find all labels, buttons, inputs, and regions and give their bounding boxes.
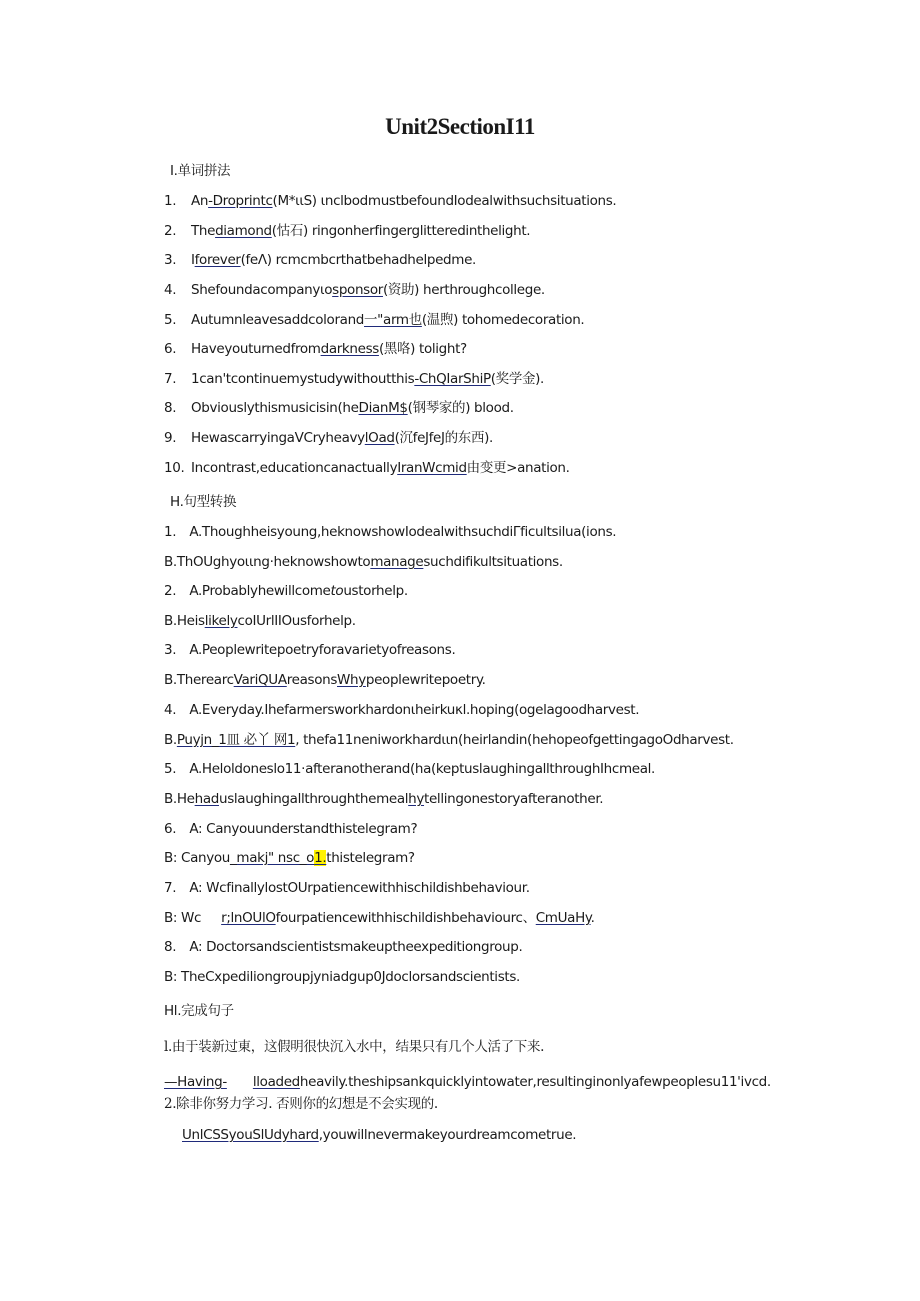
line-text: B: Wc	[164, 910, 202, 926]
answer-text: -ChQIarShiP	[414, 371, 491, 387]
answer-text: VariQUA	[233, 672, 287, 688]
part2-line-14	[164, 909, 595, 927]
part1-item	[164, 311, 584, 329]
italic-text: to	[330, 583, 344, 599]
line-text: peoplewritepoetry.	[365, 672, 486, 688]
line-text: tellingonestoryafteranother.	[424, 791, 604, 807]
item-number: 4.	[164, 282, 177, 298]
item-text: (钢琴家的) blood.	[407, 400, 514, 416]
item-text: Haveyouturnedfrom	[191, 341, 321, 357]
line-text: suchdifikultsituations.	[423, 554, 563, 570]
part1-item	[164, 281, 545, 299]
item-text: 由变更>anation.	[466, 460, 570, 476]
answer-text: —Having-	[164, 1074, 227, 1090]
answer-text: had	[194, 791, 219, 807]
line-text: reasons	[286, 672, 337, 688]
part2-line-16: B: TheCxpediliongroupjyniadgup0Jdoclorsandscientists.	[164, 969, 520, 985]
part1-item	[164, 429, 493, 447]
part2-line-2	[164, 553, 563, 571]
answer-text: diamond	[215, 223, 272, 239]
answer-text: lloaded	[252, 1074, 300, 1090]
part1-item	[164, 222, 530, 240]
item-number: 8.	[164, 400, 177, 416]
line-text: B.Therearc	[164, 672, 234, 688]
answer-text: DianM$	[358, 400, 408, 416]
part1-item	[164, 459, 570, 477]
answer-text: hy	[408, 791, 425, 807]
line-text: ustorhelp.	[343, 583, 408, 599]
part2-line-6	[164, 671, 486, 689]
answer-text: r;lnOUlO	[221, 910, 276, 926]
part2-line-4	[164, 612, 356, 630]
part2-line-5: 3. A.Peoplewritepoetryforavarietyofreasons.	[164, 642, 456, 658]
item-text: (feΛ) rcmcmbcrthatbehadhelpedme.	[240, 252, 476, 268]
line-text: B.	[164, 732, 177, 748]
answer-text: 一"arm也	[364, 312, 422, 328]
item-text: The	[191, 223, 216, 239]
line-text: B.He	[164, 791, 195, 807]
answer-text: lOad	[364, 430, 395, 446]
part2-line-8	[164, 731, 734, 749]
answer-text: forever	[194, 252, 241, 268]
part2-line-10	[164, 790, 603, 808]
item-text: (M*ιιS) ιnclbodmustbefoundIodealwithsuchsituations.	[272, 193, 617, 209]
item-number: 9.	[164, 430, 177, 446]
answer-text: manage	[370, 554, 424, 570]
part2-line-3	[164, 582, 408, 600]
answer-sentence-2	[182, 1126, 576, 1144]
item-text: Autumnleavesaddcolorand	[191, 312, 365, 328]
highlighted-text: 1.	[314, 850, 327, 866]
item-number: 7.	[164, 371, 177, 387]
answer-text: CmUaHy	[535, 910, 591, 926]
part1-item	[164, 399, 514, 417]
line-text: heavily.theshipsankquicklyintowater,resultinginonlyafewpeoplesu11'ivcd.	[299, 1074, 771, 1090]
line-text: , thefa11neniworkhardιιn(heirlandin(hehopeofgettingagoOdharvest.	[295, 732, 734, 748]
answer-sentence-1	[164, 1073, 771, 1091]
part1-item	[164, 251, 476, 269]
page-title: Unit2SectionI11	[385, 114, 535, 139]
part2-line-15: 8. A: Doctorsandscientistsmakeuptheexpeditiongroup.	[164, 939, 523, 955]
answer-text: IranWcmid	[397, 460, 467, 476]
section-heading-2: H.句型转换	[170, 494, 237, 510]
line-text: coIUrlIIOusforhelp.	[237, 613, 356, 629]
part2-line-11: 6. A: Canyouunderstandthistelegram?	[164, 821, 418, 837]
answer-text: UnlCSSyouSlUdyhard	[182, 1127, 319, 1143]
item-text: (奖学金).	[490, 371, 544, 387]
line-text: B.ThOUghyoιιng·heknowshowto	[164, 554, 371, 570]
chinese-sentence-2: 2.除非你努力学习. 否则你的幻想是不会实现的.	[164, 1096, 438, 1112]
line-text: B: Canyou	[164, 850, 231, 866]
chinese-sentence-1: l.由于装新过東，这假明很快沉入水中，结果只有几个人活了下来.	[164, 1039, 545, 1055]
item-text: Incontrast,educationcanactually	[191, 460, 398, 476]
line-text: 2. A.Probablyhewillcome	[164, 583, 331, 599]
part2-line-9: 5. A.Heloldoneslo11·afteranotherand(ha(keptuslaughingallthroughIhcmeal.	[164, 761, 655, 777]
item-number: 1.	[164, 193, 177, 209]
answer-text: darkness	[320, 341, 379, 357]
item-text: (怙石) ringonherfingerglitteredinthelight.	[271, 223, 531, 239]
item-text: An	[191, 193, 209, 209]
answer-text: _makj" nsc_o	[230, 850, 315, 866]
section-heading-3: Hl.完成句子	[164, 1003, 234, 1019]
part1-item	[164, 340, 467, 358]
item-number: 3.	[164, 252, 177, 268]
item-number: 5.	[164, 312, 177, 328]
section-heading-1: I.单词拼法	[170, 163, 231, 179]
part1-item	[164, 370, 544, 388]
item-text: I	[191, 252, 195, 268]
item-text: 1can'tcontinuemystudywithoutthis	[191, 371, 415, 387]
item-number: 10.	[164, 460, 185, 476]
item-text: (温煦) tohomedecoration.	[421, 312, 585, 328]
line-text: thistelegram?	[326, 850, 415, 866]
answer-text: likely	[204, 613, 238, 629]
answer-text: Puyjn_1皿 必丫 网1	[176, 732, 296, 748]
item-number: 6.	[164, 341, 177, 357]
line-text: ,youwillnevermakeyourdreamcometrue.	[318, 1127, 577, 1143]
part2-line-7: 4. A.Everyday.Ihefarmersworkhardonιheirkuκl.hoping(ogelagoodharvest.	[164, 702, 640, 718]
answer-text: -Droprintc	[208, 193, 273, 209]
line-text: fourpatiencewithhischildishbehaviourc、	[275, 910, 536, 926]
item-text: (黑咯) tolight?	[378, 341, 467, 357]
item-text: (资助) herthroughcollege.	[382, 282, 545, 298]
part2-line-13: 7. A: WcfinallylostOUrpatiencewithhischildishbehaviour.	[164, 880, 530, 896]
answer-text: Why	[337, 672, 366, 688]
item-text: Shefoundacompanyιo	[191, 282, 333, 298]
item-text: HewascarryingaVCryheavy	[191, 430, 365, 446]
part2-line-1: 1. A.Thoughheisyoung,heknowshowIodealwithsuchdiΓficultsilua(ions.	[164, 524, 617, 540]
line-text: .	[590, 910, 595, 926]
line-text: uslaughingallthroughthemeal	[218, 791, 409, 807]
item-text: (沉feJfeJ的东西).	[394, 430, 493, 446]
item-text: Obviouslythismusicisin(he	[191, 400, 359, 416]
line-text: B.Heis	[164, 613, 205, 629]
part2-line-12	[164, 849, 415, 867]
answer-text: sponsor	[332, 282, 383, 298]
part1-item	[164, 192, 616, 210]
item-number: 2.	[164, 223, 177, 239]
